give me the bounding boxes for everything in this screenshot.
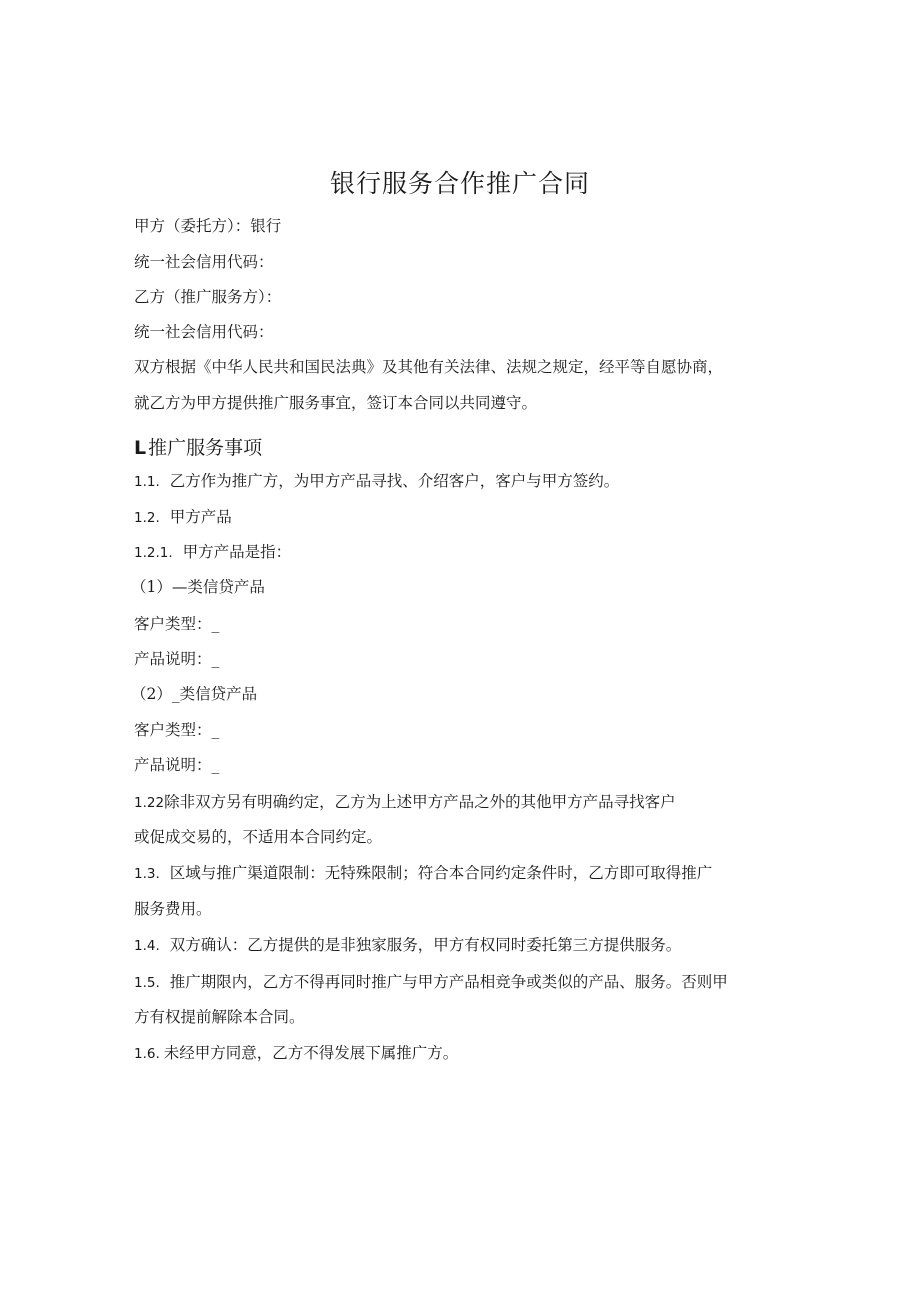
clause-text: 双方确认：乙方提供的是非独家服务，甲方有权同时委托第三方提供服务。 <box>169 936 682 954</box>
product-item-1-title: （1）—类信贷产品 <box>131 578 265 596</box>
clause-number: 1.22 <box>134 795 165 811</box>
product-item-1-description: 产品说明：_ <box>134 650 220 668</box>
clause-1-22-line-2: 或促成交易的，不适用本合同约定。 <box>134 828 383 846</box>
product-item-1-customer-type: 客户类型：_ <box>134 615 220 633</box>
party-a-line: 甲方（委托方）：银行 <box>134 217 282 235</box>
clause-text: 推广期限内，乙方不得再同时推广与甲方产品相竞争或类似的产品、服务。否则甲 <box>169 973 728 991</box>
clause-1-3-line-1 <box>134 863 712 884</box>
credit-code-a-line: 统一社会信用代码： <box>134 253 274 271</box>
clause-1-2-1 <box>134 542 291 563</box>
clause-text: 甲方产品 <box>169 508 232 526</box>
clause-number: 1.1. <box>134 474 160 490</box>
clause-number: 1.2.1. <box>134 545 173 561</box>
clause-text: 乙方作为推广方，为甲方产品寻找、介绍客户，客户与甲方签约。 <box>169 472 620 490</box>
clause-text: 区域与推广渠道限制：无特殊限制；符合本合同约定条件时，乙方即可取得推广 <box>169 864 713 882</box>
clause-1-22-line-1 <box>134 792 676 813</box>
clause-1-2 <box>134 507 232 528</box>
product-item-2-description: 产品说明：_ <box>134 756 220 774</box>
section-1-number: L <box>134 437 147 459</box>
clause-1-1 <box>134 471 619 492</box>
clause-text: 未经甲方同意，乙方不得发展下属推广方。 <box>163 1044 459 1062</box>
product-item-2-title: （2）_类信贷产品 <box>131 685 258 703</box>
preamble-line-2: 就乙方为甲方提供推广服务事宜，签订本合同以共同遵守。 <box>134 394 538 412</box>
document-title: 银行服务合作推广合同 <box>329 169 590 198</box>
section-1-title: 推广服务事项 <box>148 437 263 459</box>
product-item-2-customer-type: 客户类型：_ <box>134 721 220 739</box>
clause-number: 1.4. <box>134 938 160 954</box>
clause-1-5-line-2: 方有权提前解除本合同。 <box>134 1008 305 1026</box>
clause-1-3-line-2: 服务费用。 <box>134 900 212 918</box>
clause-number: 1.3. <box>134 866 160 882</box>
credit-code-b-line: 统一社会信用代码： <box>134 323 274 341</box>
clause-text: 甲方产品是指： <box>182 543 292 561</box>
clause-text: 除非双方另有明确约定，乙方为上述甲方产品之外的其他甲方产品寻找客户 <box>164 793 676 811</box>
preamble-line-1: 双方根据《中华人民共和国民法典》及其他有关法律、法规之规定，经平等自愿协商， <box>134 358 724 376</box>
party-b-line: 乙方（推广服务方）： <box>134 288 282 306</box>
clause-1-5-line-1 <box>134 972 728 993</box>
section-1-heading <box>134 433 262 460</box>
clause-1-6 <box>134 1043 458 1064</box>
clause-number: 1.2. <box>134 510 160 526</box>
clause-1-4 <box>134 935 681 956</box>
clause-number: 1.5. <box>134 975 160 991</box>
clause-number: 1.6. <box>134 1046 160 1062</box>
